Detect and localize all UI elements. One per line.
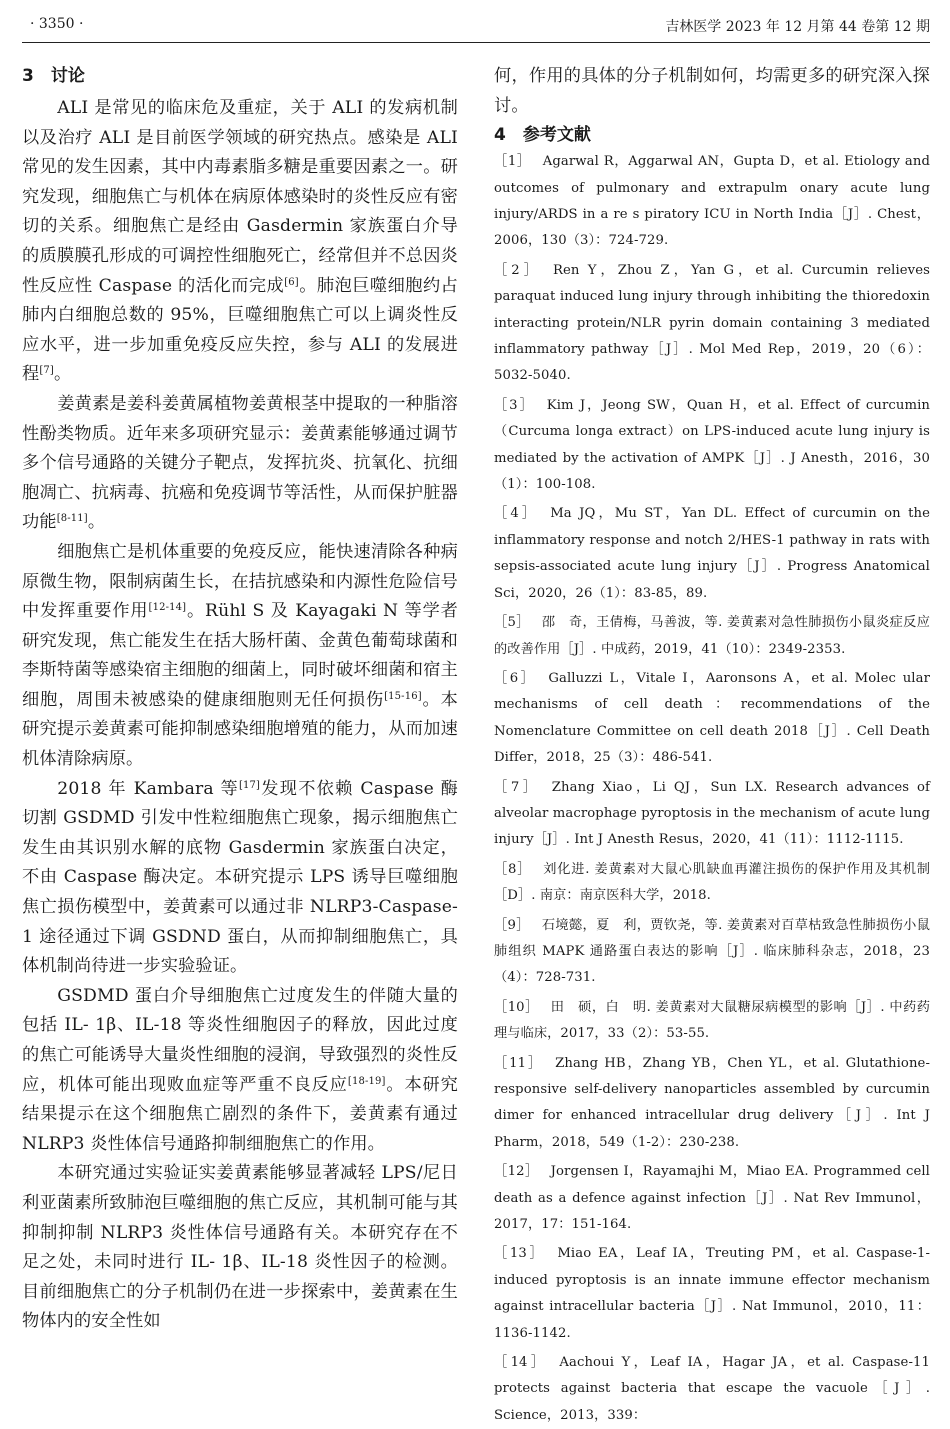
page-number: · 3350 · — [30, 16, 84, 32]
reference-number: ［14］ — [494, 1355, 548, 1371]
citation: [17] — [238, 779, 261, 791]
reference-item — [494, 1159, 930, 1238]
reference-item — [494, 610, 930, 663]
reference-number: ［1］ — [494, 154, 531, 170]
reference-number: ［6］ — [494, 670, 537, 686]
paragraph-text: 2018 年 Kambara 等 — [57, 778, 239, 799]
reference-text: 刘化进. 姜黄素对大鼠心肌缺血再灌注损伤的保护作用及其机制［D］. 南京：南京医科大学，2018. — [494, 861, 930, 904]
page-header — [22, 12, 930, 43]
citation: [8-11] — [56, 513, 88, 525]
reference-text: Agarwal R，Aggarwal AN，Gupta D，et al. Etiology and outcomes of pulmonary and extrapulm onary acute lung injury/ARDS in a re s piratory ICU in North India［J］. Chest，2006，130（3）：724-729. — [494, 154, 930, 249]
reference-text: Ren Y，Zhou Z，Yan G，et al. Curcumin relieves paraquat induced lung injury through inhibiting the thioredoxin interacting protein/NLR pyrin domain containing 3 mediated inflammatory pathway［J］. Mol Med Rep，2019，20（6）：5032-5040. — [494, 262, 930, 384]
right-column — [494, 62, 930, 1429]
paragraph-text: 。 — [87, 512, 106, 533]
reference-text: 石境懿，夏 利，贾钦尧，等. 姜黄素对百草枯致急性肺损伤小鼠肺组织 MAPK 通路蛋白表达的影响［J］. 临床肺科杂志，2018，23（4）：728-731. — [494, 917, 930, 986]
discussion-paragraph — [22, 538, 458, 775]
reference-text: Ma JQ，Mu ST，Yan DL. Effect of curcumin on the inflammatory response and notch 2/HES-1 pathway in rats with sepsis-associated acute lung injury［J］. Progress Anatomical Sci，2020，26（1）：83-85，89. — [494, 506, 930, 601]
discussion-paragraph — [22, 775, 458, 982]
reference-item — [494, 913, 930, 992]
reference-text: Galluzzi L，Vitale I，Aaronsons A，et al. Molec ular mechanisms of cell death：recommendations of the Nomenclature Committee on cell death 2018［J］. Cell Death Differ，2018，25（3）：486-541. — [494, 670, 930, 766]
discussion-paragraph — [22, 982, 458, 1160]
reference-text: Zhang HB，Zhang YB，Chen YL，et al. Glutathione-responsive self-delivery nanoparticles assembled by curcumin dimer for enhanced intracellular drug delivery［J］. Int J Pharm，2018，549（1-2）：230-238. — [494, 1055, 930, 1150]
citation: [7] — [39, 365, 54, 377]
paragraph-text: 。本研究结果提示在这个细胞焦亡剧烈的条件下，姜黄素有通过 NLRP3 炎性体信号通路抑制细胞焦亡的作用。 — [22, 1074, 458, 1154]
reference-number: ［13］ — [494, 1246, 546, 1262]
reference-number: ［12］ — [494, 1164, 539, 1180]
reference-item — [494, 501, 930, 607]
paragraph-text: 发现不依赖 Caspase 酶切割 GSDMD 引发中性粒细胞焦亡现象，揭示细胞焦亡发生由其识别水解的底物 Gasdermin 家族蛋白决定，不由 Caspase 酶决定。本研究提示 LPS 诱导巨噬细胞焦亡损伤模型中，姜黄素可以通过非 NLRP3-Caspase-1 途径通过下调 GSDND 蛋白，从而抑制细胞焦亡，具体机制尚待进一步实验验证。 — [22, 778, 458, 977]
paragraph-text: GSDMD 蛋白介导细胞焦亡过度发生的伴随大量的包括 IL- 1β、IL-18 等炎性细胞因子的释放，因此过度的焦亡可能诱导大量炎性细胞的浸润，导致强烈的炎性反应，机体可能出现败血症等严重不良反应 — [22, 985, 458, 1095]
reference-text: Zhang Xiao，Li QJ，Sun LX. Research advances of alveolar macrophage pyroptosis in the mechanism of acute lung injury［J］. Int J Anesth Resus，2020，41（11）：1112-1115. — [494, 779, 930, 848]
paragraph-text: 。 — [53, 364, 72, 385]
citation: [6] — [284, 276, 299, 288]
reference-number: ［11］ — [494, 1055, 544, 1071]
citation: [18-19] — [347, 1075, 386, 1087]
reference-text: Jorgensen I，Rayamajhi M，Miao EA. Programmed cell death as a defence against infection［J］. Nat Rev Immunol，2017，17：151-164. — [494, 1164, 930, 1233]
discussion-paragraph — [22, 1159, 458, 1337]
reference-item — [494, 1051, 930, 1157]
reference-item — [494, 149, 930, 255]
reference-number: ［9］ — [494, 917, 530, 933]
reference-text: Kim J，Jeong SW，Quan H，et al. Effect of curcumin（Curcuma longa extract）on LPS-induced acute lung injury is mediated by the activation of AMPK［J］. J Anesth，2016，30（1）：100-108. — [494, 397, 930, 493]
reference-item — [494, 995, 930, 1048]
paragraph-text: ALI 是常见的临床危及重症，关于 ALI 的发病机制以及治疗 ALI 是目前医学领域的研究热点。感染是 ALI 常见的发生因素，其中内毒素脂多糖是重要因素之一。研究发现，细胞焦亡与机体在病原体感染时的炎性反应有密切的关系。细胞焦亡是经由 Gasdermin 家族蛋白介导的质膜膜孔形成的可调控性细胞死亡，经常但并不总因炎性反应性 Caspase 的活化而完成 — [22, 98, 458, 296]
reference-number: ［4］ — [494, 506, 539, 522]
reference-item — [494, 258, 930, 390]
paragraph-text: 。肺泡巨噬细胞约占肺内白细胞总数的 95%，巨噬细胞焦亡可以上调炎性反应水平，进一步加重免疫反应失控，参与 ALI 的发展进程 — [22, 275, 458, 385]
discussion-heading: 3 讨论 — [22, 66, 85, 86]
references-heading: 4 参考文献 — [494, 125, 591, 146]
paragraph-text: 本研究通过实验证实姜黄素能够显著减轻 LPS/尼日利亚菌素所致肺泡巨噬细胞的焦亡反应，其机制可能与其抑制抑制 NLRP3 炎性体信号通路有关。本研究存在不足之处，未同时进行 IL- 1β、IL-18 炎性因子的检测。目前细胞焦亡的分子机制仍在进一步探索中，姜黄素在生物体内的安全性如 — [22, 1163, 458, 1332]
reference-text: Miao EA，Leaf IA，Treuting PM，et al. Caspase-1-induced pyroptosis is an innate immune effector mechanism against intracellular bacteria［J］. Nat Immunol，2010，11：1136-1142. — [494, 1246, 931, 1341]
paragraph-text: 。本研究提示姜黄素可能抑制感染细胞增殖的能力，从而加速机体清除病原。 — [22, 689, 458, 770]
discussion-paragraph — [22, 94, 458, 390]
reference-text: Aachoui Y，Leaf IA，Hagar JA，et al. Caspase-11 protects against bacteria that escape the vacuole［J］. Science，2013，339： — [494, 1355, 930, 1423]
reference-item — [494, 857, 930, 910]
discussion-paragraph — [22, 390, 458, 538]
reference-number: ［3］ — [494, 397, 535, 413]
reference-number: ［2］ — [494, 262, 541, 278]
reference-number: ［7］ — [494, 779, 540, 795]
reference-item — [494, 775, 930, 854]
journal-info: 吉林医学 2023 年 12 月第 44 卷第 12 期 — [665, 19, 930, 35]
reference-item — [494, 393, 930, 499]
reference-number: ［8］ — [494, 861, 532, 877]
paragraph-text: 姜黄素是姜科姜黄属植物姜黄根茎中提取的一种脂溶性酚类物质。近年来多项研究显示：姜黄素能够通过调节多个信号通路的关键分子靶点，发挥抗炎、抗氧化、抗细胞凋亡、抗病毒、抗癌和免疫调节等活性，从而保护脏器功能 — [22, 393, 458, 533]
left-column — [22, 62, 458, 1337]
paragraph-text: 。Rühl S 及 Kayagaki N 等学者研究发现，焦亡能发生在括大肠杆菌、金黄色葡萄球菌和李斯特菌等感染宿主细胞的细菌上，同时破坏细菌和宿主细胞，周围未被感染的健康细胞则无任何损伤 — [22, 601, 458, 710]
paragraph-text: 细胞焦亡是机体重要的免疫反应，能快速清除各种病原微生物，限制病菌生长，在拮抗感染和内源性危险信号中发挥重要作用 — [22, 541, 458, 622]
reference-item — [494, 1350, 930, 1429]
reference-text: 田 硕，白 明. 姜黄素对大鼠糖尿病模型的影响［J］. 中药药理与临床，2017，33（2）：53-55. — [494, 999, 930, 1042]
reference-number: ［5］ — [494, 615, 530, 631]
reference-text: 邵 奇，王倩梅，马善波，等. 姜黄素对急性肺损伤小鼠炎症反应的改善作用［J］. 中成药，2019，41（10）：2349-2353. — [494, 615, 930, 657]
reference-number: ［10］ — [494, 999, 539, 1015]
citation: [12-14] — [148, 602, 187, 614]
citation: [15-16] — [384, 690, 422, 702]
discussion-continuation: 何，作用的具体的分子机制如何，均需更多的研究深入探讨。 — [494, 66, 930, 116]
reference-list — [494, 149, 930, 1429]
reference-item — [494, 666, 930, 772]
reference-item — [494, 1241, 930, 1347]
discussion-body — [22, 94, 458, 1337]
